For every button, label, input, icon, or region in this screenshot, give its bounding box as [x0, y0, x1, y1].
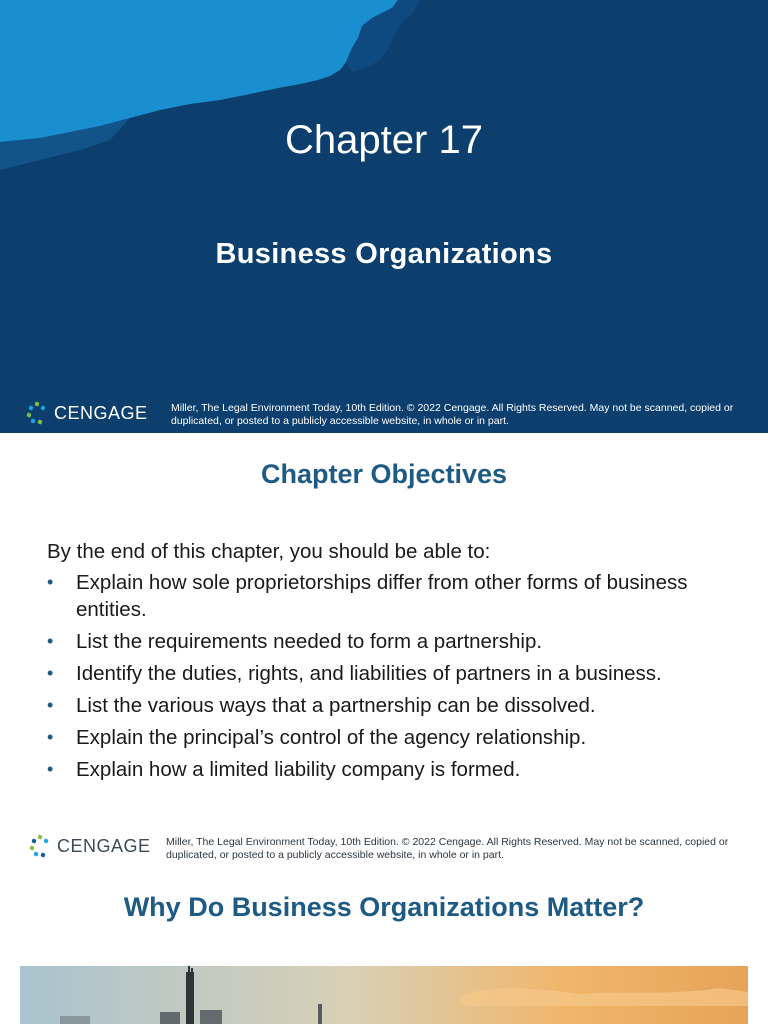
- objective-text: Explain how sole proprietorships differ from other forms of business entities.: [76, 571, 688, 621]
- cengage-logo-icon: [26, 401, 48, 425]
- list-item: [47, 660, 737, 687]
- objective-text: Explain how a limited liability company is formed.: [76, 758, 521, 781]
- cengage-logo-icon: [29, 834, 51, 858]
- logo-wordmark: CENGAGE: [54, 402, 148, 423]
- objectives-list: [47, 569, 737, 788]
- objectives-heading: Chapter Objectives: [260, 459, 508, 489]
- cengage-logo: [29, 834, 151, 858]
- bullet-icon: •: [47, 759, 54, 779]
- bullet-icon: •: [47, 572, 54, 592]
- bullet-icon: •: [47, 727, 54, 747]
- city-skyline-photo: [20, 966, 748, 1024]
- brush-stroke-decoration: [0, 0, 768, 433]
- list-item: [47, 692, 737, 719]
- bullet-icon: •: [47, 631, 54, 651]
- objectives-intro: By the end of this chapter, you should be able to:: [47, 540, 491, 563]
- chapter-subtitle: Business Organizations: [215, 238, 553, 270]
- list-item: [47, 569, 737, 623]
- copyright-notice: Miller, The Legal Environment Today, 10th Edition. © 2022 Cengage. All Rights Reserved. May not be scanned, copied or duplicated, or posted to a publicly accessible website, in whole or in part.: [171, 402, 734, 427]
- objective-text: Explain the principal’s control of the agency relationship.: [76, 726, 587, 749]
- list-item: [47, 628, 737, 655]
- why-matter-heading: Why Do Business Organizations Matter?: [123, 892, 645, 922]
- cengage-logo: [26, 401, 148, 425]
- bullet-icon: •: [47, 663, 54, 683]
- logo-wordmark: CENGAGE: [57, 835, 151, 856]
- list-item: [47, 756, 737, 783]
- objectives-slide: [0, 433, 768, 866]
- bullet-icon: •: [47, 695, 54, 715]
- title-slide: [0, 0, 768, 433]
- objective-text: List the requirements needed to form a partnership.: [76, 630, 543, 653]
- why-matter-slide: [0, 866, 768, 1024]
- chapter-title: Chapter 17: [285, 118, 483, 162]
- copyright-notice: Miller, The Legal Environment Today, 10th Edition. © 2022 Cengage. All Rights Reserved. May not be scanned, copied or duplicated, or posted to a publicly accessible website, in whole or in part.: [166, 836, 729, 861]
- list-item: [47, 724, 737, 751]
- objective-text: List the various ways that a partnership can be dissolved.: [76, 694, 596, 717]
- objective-text: Identify the duties, rights, and liabilities of partners in a business.: [76, 662, 662, 685]
